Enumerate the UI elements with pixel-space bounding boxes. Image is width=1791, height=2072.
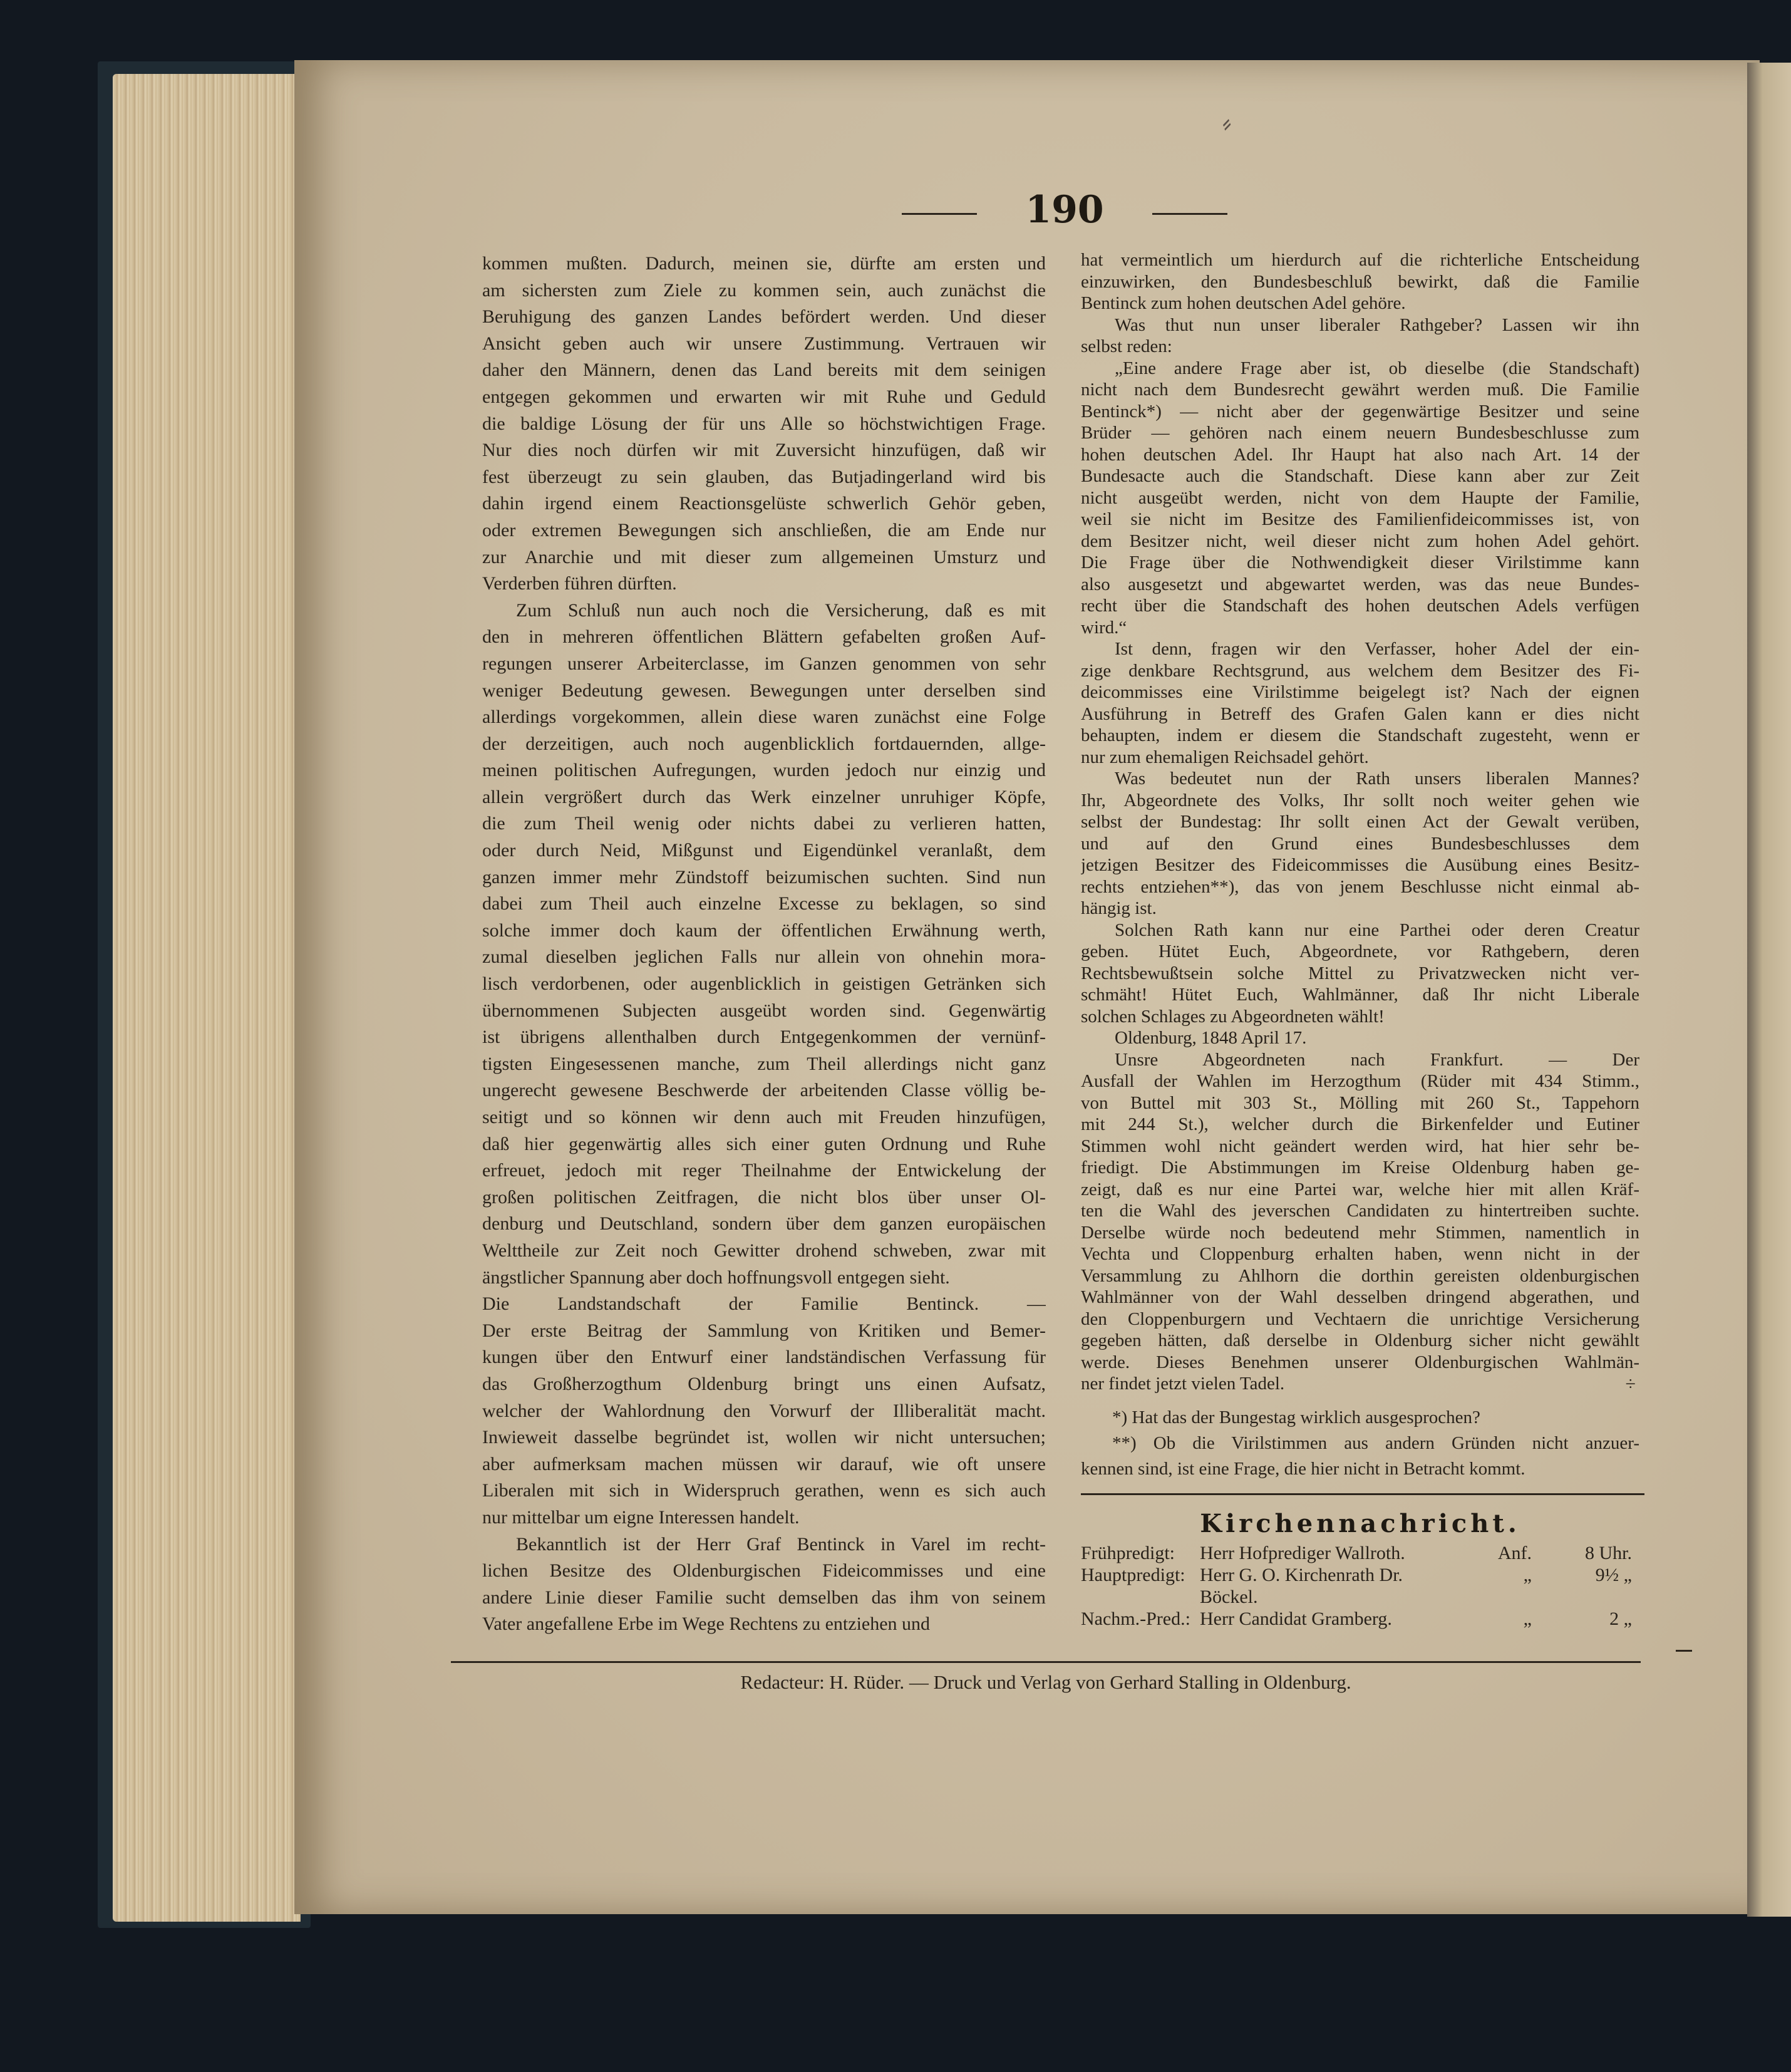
right-line: Was thut nun unser liberaler Rathgeber? Lassen wir ihn bbox=[1115, 314, 1639, 335]
left-line: seitigt und so können wir denn auch mit Freuden hinzufügen, bbox=[482, 1107, 1046, 1127]
pencil-mark: ⸗ bbox=[1216, 105, 1237, 140]
right-line: friedigt. Die Abstimmungen im Kreise Oldenburg haben ge- bbox=[1081, 1158, 1639, 1178]
left-line: den in mehreren öffentlichen Blättern gefabelten großen Auf- bbox=[482, 626, 1046, 648]
right-line: Bentinck zum hohen deutschen Adel gehöre. bbox=[1081, 293, 1406, 313]
kirchennachricht-cell: Herr Hofprediger Wallroth. bbox=[1200, 1542, 1405, 1563]
right-line: hat vermeintlich um hierdurch auf die richterliche Entscheidung bbox=[1081, 250, 1639, 270]
left-line: andere Linie dieser Familie sucht demselben das ihm von seinem bbox=[482, 1587, 1046, 1608]
left-line: Zum Schluß nun auch noch die Versicherung, daß es mit bbox=[516, 599, 1046, 621]
left-line: tigsten Eingesessenen manche, zum Theil allerdings nicht ganz bbox=[482, 1053, 1046, 1074]
left-line: kommen mußten. Dadurch, meinen sie, dürfte am ersten und bbox=[482, 253, 1046, 274]
kirchennachricht-cell: Herr G. O. Kirchenrath Dr. Böckel. bbox=[1200, 1564, 1403, 1607]
right-line: Ausfall der Wahlen im Herzogthum (Rüder mit 434 Stimm., bbox=[1081, 1071, 1639, 1091]
right-line: „Eine andere Frage aber ist, ob dieselbe (die Standschaft) bbox=[1115, 358, 1639, 378]
header-rule-right bbox=[1152, 213, 1227, 215]
left-line: Welttheile zur Zeit noch Gewitter drohend schweben, zwar mit bbox=[482, 1240, 1046, 1261]
right-line: wird.“ bbox=[1081, 617, 1127, 638]
edge-tick bbox=[1676, 1650, 1692, 1652]
left-line: aber aufmerksam machen müssen wir darauf, wie oft unsere bbox=[482, 1453, 1046, 1474]
left-line: daher den Männern, denen das Land bereits mit dem seinigen bbox=[482, 360, 1046, 381]
left-line: das Großherzogthum Oldenburg bringt uns einen Aufsatz, bbox=[482, 1373, 1046, 1394]
footnote-line: **) Ob die Virilstimmen aus andern Gründen nicht anzuer- bbox=[1112, 1432, 1639, 1453]
right-line: behaupten, indem er diesem die Standschaft zugesteht, wenn er bbox=[1081, 725, 1639, 745]
right-line: Rechtsbewußtsein solche Mittel zu Privatzwecken nicht ver- bbox=[1081, 963, 1639, 983]
right-line: Versammlung zu Ahlhorn die dorthin gereisten oldenburgischen bbox=[1081, 1265, 1639, 1286]
right-line: geben. Hütet Euch, Abgeordnete, vor Rathgebern, deren bbox=[1081, 941, 1639, 961]
left-line: übernommenen Subjecten ausgeübt worden sind. Gegenwärtig bbox=[482, 1000, 1046, 1021]
kirchennachricht-row bbox=[1081, 1542, 1639, 1564]
right-line: selbst reden: bbox=[1081, 336, 1172, 356]
right-line: Solchen Rath kann nur eine Parthei oder deren Creatur bbox=[1115, 919, 1639, 940]
kirchennachricht-row bbox=[1081, 1608, 1639, 1630]
left-line: Verderben führen dürften. bbox=[482, 573, 677, 594]
page-number: 190 bbox=[1025, 188, 1104, 232]
imprint: Redacteur: H. Rüder. — Druck und Verlag von Gerhard Stalling in Oldenburg. bbox=[740, 1671, 1351, 1693]
right-line: Brüder — gehören nach einem neuern Bundesbeschlusse zum bbox=[1081, 423, 1639, 443]
kirchennachricht bbox=[1081, 1509, 1639, 1630]
kirchennachricht-cell: Herr Candidat Gramberg. bbox=[1200, 1608, 1392, 1629]
right-line: Ausführung in Betreff des Grafen Galen kann er dies nicht bbox=[1081, 703, 1639, 724]
kirchennachricht-table bbox=[1081, 1542, 1639, 1630]
right-line: nicht nach dem Bundesrecht gewährt werden muß. Die Familie bbox=[1081, 380, 1639, 400]
kirchennachricht-cell: 8 Uhr. bbox=[1585, 1542, 1632, 1563]
right-column-text bbox=[1081, 249, 1639, 1395]
left-line: entgegen gekommen und erwarten wir mit Ruhe und Geduld bbox=[482, 386, 1046, 407]
right-line: recht über die Standschaft des hohen deutschen Adels verfügen bbox=[1081, 596, 1639, 616]
right-line: hohen deutschen Adel. Ihr Haupt hat also nach Art. 14 der bbox=[1081, 444, 1639, 465]
left-line: Vater angefallene Erbe im Wege Rechtens zu entziehen und bbox=[482, 1614, 931, 1635]
left-line: meinen politischen Aufregungen, wurden jedoch nur einzig und bbox=[482, 760, 1046, 781]
kirchennachricht-cell: 2 „ bbox=[1609, 1608, 1632, 1629]
right-line: werde. Dieses Benehmen unserer Oldenburgischen Wahlmän- bbox=[1081, 1352, 1639, 1372]
left-line: die zum Theil wenig oder nichts dabei zu verlieren hatten, bbox=[482, 813, 1046, 834]
page-edges bbox=[113, 74, 301, 1922]
kirchennachricht-cell: Frühpredigt: bbox=[1081, 1542, 1175, 1563]
left-line: nur mittelbar um eigne Interessen handelt. bbox=[482, 1506, 800, 1528]
right-line: Die Frage über die Nothwendigkeit dieser Virilstimme kann bbox=[1081, 552, 1639, 572]
left-line: allein vergrößert durch das Werk einzelner unruhiger Köpfe, bbox=[482, 786, 1046, 807]
right-line: jetzigen Besitzer des Fideicommisses die Ausübung eines Besitz- bbox=[1081, 855, 1639, 875]
kirchennachricht-title: Kirchennachricht. bbox=[1200, 1508, 1520, 1538]
right-line: Derselbe würde noch bedeutend mehr Stimmen, namentlich in bbox=[1081, 1222, 1639, 1243]
left-line: zumal dieselben jeglichen Falls nur allein von ohnehin mora- bbox=[482, 946, 1046, 968]
left-line: Beruhigung des ganzen Landes befördert werden. Und dieser bbox=[482, 306, 1046, 328]
right-line: deicommisses eine Virilstimme beigelegt ist? Nach der eignen bbox=[1081, 682, 1639, 702]
left-line: weniger Bedeutung gewesen. Bewegungen unter derselben sind bbox=[482, 680, 1046, 701]
left-line: erfreuet, jedoch mit reger Theilnahme der Entwickelung der bbox=[482, 1160, 1046, 1181]
right-line: Ihr, Abgeordnete des Volks, Ihr sollt noch weiter gehen wie bbox=[1081, 790, 1639, 811]
left-column bbox=[482, 251, 1046, 1638]
right-line: Ist denn, fragen wir den Verfasser, hoher Adel der ein- bbox=[1115, 639, 1639, 659]
kirchennachricht-cell: „ bbox=[1523, 1564, 1532, 1585]
right-line: zeigt, daß es nur eine Partei war, welche hier mit allen Kräf- bbox=[1081, 1179, 1639, 1199]
left-line: ängstlicher Spannung aber doch hoffnungsvoll entgegen sieht. bbox=[482, 1267, 950, 1288]
left-line: kungen über den Entwurf einer landständischen Verfassung für bbox=[482, 1347, 1046, 1368]
right-line: Unsre Abgeordneten nach Frankfurt. — Der bbox=[1115, 1049, 1639, 1070]
right-line: weil sie nicht im Besitze des Familienfideicommisses ist, von bbox=[1081, 509, 1639, 529]
right-line: selbst der Bundestag: Ihr sollt einen Act der Gewalt verüben, bbox=[1081, 812, 1639, 832]
right-line: Stimmen wohl nicht geändert werden wird, hat hier sehr be- bbox=[1081, 1136, 1639, 1156]
left-line: oder durch Neid, Mißgunst und Eigendünkel veranlaßt, dem bbox=[482, 840, 1046, 861]
right-line: Bundesacte auch die Standschaft. Diese kann aber zur Zeit bbox=[1081, 466, 1639, 486]
right-line: zige denkbare Rechtsgrund, aus welchem dem Besitzer des Fi- bbox=[1081, 660, 1639, 681]
left-line: ganzen immer mehr Zündstoff beizumischen suchten. Sind nun bbox=[482, 866, 1046, 888]
left-line: die baldige Lösung der für uns Alle so höchstwichtigen Frage. bbox=[482, 413, 1046, 434]
section-end-mark: ÷ bbox=[1625, 1373, 1636, 1394]
facing-page-edge bbox=[1747, 63, 1791, 1917]
right-line: schmäht! Hütet Euch, Wahlmänner, daß Ihr nicht Liberale bbox=[1081, 985, 1639, 1005]
left-line: zur Anarchie und mit dieser zum allgemeinen Umsturz und bbox=[482, 546, 1046, 567]
left-line: Nur dies noch dürfen wir mit Zuversicht hinzufügen, daß wir bbox=[482, 440, 1046, 461]
left-line: denburg und Deutschland, sondern über dem ganzen europäischen bbox=[482, 1213, 1046, 1235]
left-line: fest überzeugt zu sein glauben, das Butjadingerland wird bis bbox=[482, 466, 1046, 487]
left-line: regungen unserer Arbeiterclasse, im Ganzen genommen von sehr bbox=[482, 653, 1046, 674]
left-line: großen politischen Zeitfragen, die nicht blos über unser Ol- bbox=[482, 1186, 1046, 1208]
right-line: Was bedeutet nun der Rath unsers liberalen Mannes? bbox=[1115, 769, 1639, 789]
left-line: Die Landstandschaft der Familie Bentinck. — bbox=[482, 1293, 1046, 1315]
right-line: einzuwirken, den Bundesbeschluß bewirkt, daß die Familie bbox=[1081, 271, 1639, 292]
right-line: nur zum ehemaligen Reichsadel gehört. bbox=[1081, 747, 1369, 767]
right-line: und auf den Grund eines Bundesbeschlusses dem bbox=[1081, 833, 1639, 854]
footnote-line: *) Hat das der Bungestag wirklich ausgesprochen? bbox=[1112, 1407, 1480, 1427]
kirchennachricht-cell: 9½ „ bbox=[1595, 1564, 1632, 1585]
left-line: lichen Besitze des Oldenburgischen Fideicommisses und eine bbox=[482, 1560, 1046, 1582]
left-line: welcher der Wahlordnung den Vorwurf der Illiberalität macht. bbox=[482, 1400, 1046, 1421]
right-line: Oldenburg, 1848 April 17. bbox=[1115, 1028, 1307, 1048]
right-line: solchen Schlages zu Abgeordneten wählt! bbox=[1081, 1006, 1385, 1027]
kirchennachricht-cell: Anf. bbox=[1497, 1542, 1532, 1563]
left-line: ist übrigens allenthalben durch Entgegenkommen der vernünf- bbox=[482, 1027, 1046, 1048]
left-line: lisch verdorbenen, oder augenblicklich in geistigen Getränken sich bbox=[482, 973, 1046, 995]
left-line: allerdings vorgekommen, allein diese waren zunächst eine Folge bbox=[482, 707, 1046, 728]
footnote-separator bbox=[1081, 1493, 1644, 1495]
page-header bbox=[902, 188, 1227, 238]
right-line: also ausgesetzt und abgewartet werden, was das neue Bundes- bbox=[1081, 574, 1639, 594]
right-line: nicht ausgeübt werden, nicht von dem Haupte der Familie, bbox=[1081, 487, 1639, 508]
left-line: Liberalen mit sich in Widerspruch gerathen, wenn es sich auch bbox=[482, 1480, 1046, 1501]
right-line: von Buttel mit 303 St., Mölling mit 260 St., Tappehorn bbox=[1081, 1092, 1639, 1113]
right-line: hängig ist. bbox=[1081, 898, 1157, 918]
kirchennachricht-cell: Hauptpredigt: bbox=[1081, 1564, 1185, 1585]
left-line: ungerecht gewesene Beschwerde der arbeitenden Classe völlig be- bbox=[482, 1080, 1046, 1101]
left-line: oder extremen Bewegungen sich anschließen, die am Ende nur bbox=[482, 519, 1046, 541]
left-line: am sichersten zum Ziele zu kommen sein, auch zunächst die bbox=[482, 279, 1046, 301]
footnotes bbox=[1081, 1405, 1639, 1482]
right-line: den Cloppenburgern und Vechtaern die unrichtige Versicherung bbox=[1081, 1308, 1639, 1329]
left-line: dabei zum Theil auch einzelne Excesse zu beklagen, so sind bbox=[482, 893, 1046, 914]
right-line: mit 244 St.), welcher durch die Birkenfelder und Eutiner bbox=[1081, 1114, 1639, 1134]
left-line: der derzeitigen, auch noch augenblicklich fortdauernden, allge- bbox=[482, 733, 1046, 754]
left-line: Bekanntlich ist der Herr Graf Bentinck in Varel im recht- bbox=[516, 1533, 1046, 1555]
left-line: Inwieweit dasselbe begründet ist, wollen wir nicht untersuchen; bbox=[482, 1427, 1046, 1448]
right-line: ner findet jetzt vielen Tadel. bbox=[1081, 1374, 1285, 1394]
right-line: rechts entziehen**), das von jenem Beschlusse nicht einmal ab- bbox=[1081, 876, 1639, 897]
right-line: Bentinck*) — nicht aber der gegenwärtige Besitzer und seine bbox=[1081, 401, 1639, 422]
left-line: solche immer doch kaum der öffentlichen Erwähnung werth, bbox=[482, 919, 1046, 941]
left-line: Ansicht geben auch wir unsere Zustimmung. Vertrauen wir bbox=[482, 333, 1046, 354]
kirchennachricht-cell: „ bbox=[1523, 1608, 1532, 1629]
footnote-line: kennen sind, ist eine Frage, die hier nicht in Betracht kommt. bbox=[1081, 1458, 1525, 1479]
kirchennachricht-row bbox=[1081, 1564, 1639, 1608]
left-line: daß hier gegenwärtig alles sich einer guten Ordnung und Ruhe bbox=[482, 1133, 1046, 1154]
right-line: dem Besitzer nicht, weil dieser nicht zum hohen Adel gehört. bbox=[1081, 531, 1639, 551]
right-line: ten die Wahl des jeverschen Candidaten zu hintertreiben suchte. bbox=[1081, 1201, 1639, 1221]
kirchennachricht-cell: Nachm.-Pred.: bbox=[1081, 1608, 1190, 1629]
left-line: dahin irgend einem Reactionsgelüste schwerlich Gehör geben, bbox=[482, 493, 1046, 514]
right-column bbox=[1081, 249, 1639, 1630]
right-line: gegeben hätten, daß derselbe in Oldenburg sicher nicht gewählt bbox=[1081, 1330, 1639, 1350]
right-line: Vechta und Cloppenburg erhalten haben, wenn nicht in der bbox=[1081, 1244, 1639, 1264]
right-line: Wahlmänner von der Wahl desselben dringend abgerathen, und bbox=[1081, 1287, 1639, 1307]
left-line: Der erste Beitrag der Sammlung von Kritiken und Bemer- bbox=[482, 1320, 1046, 1341]
bottom-rule bbox=[451, 1661, 1641, 1663]
